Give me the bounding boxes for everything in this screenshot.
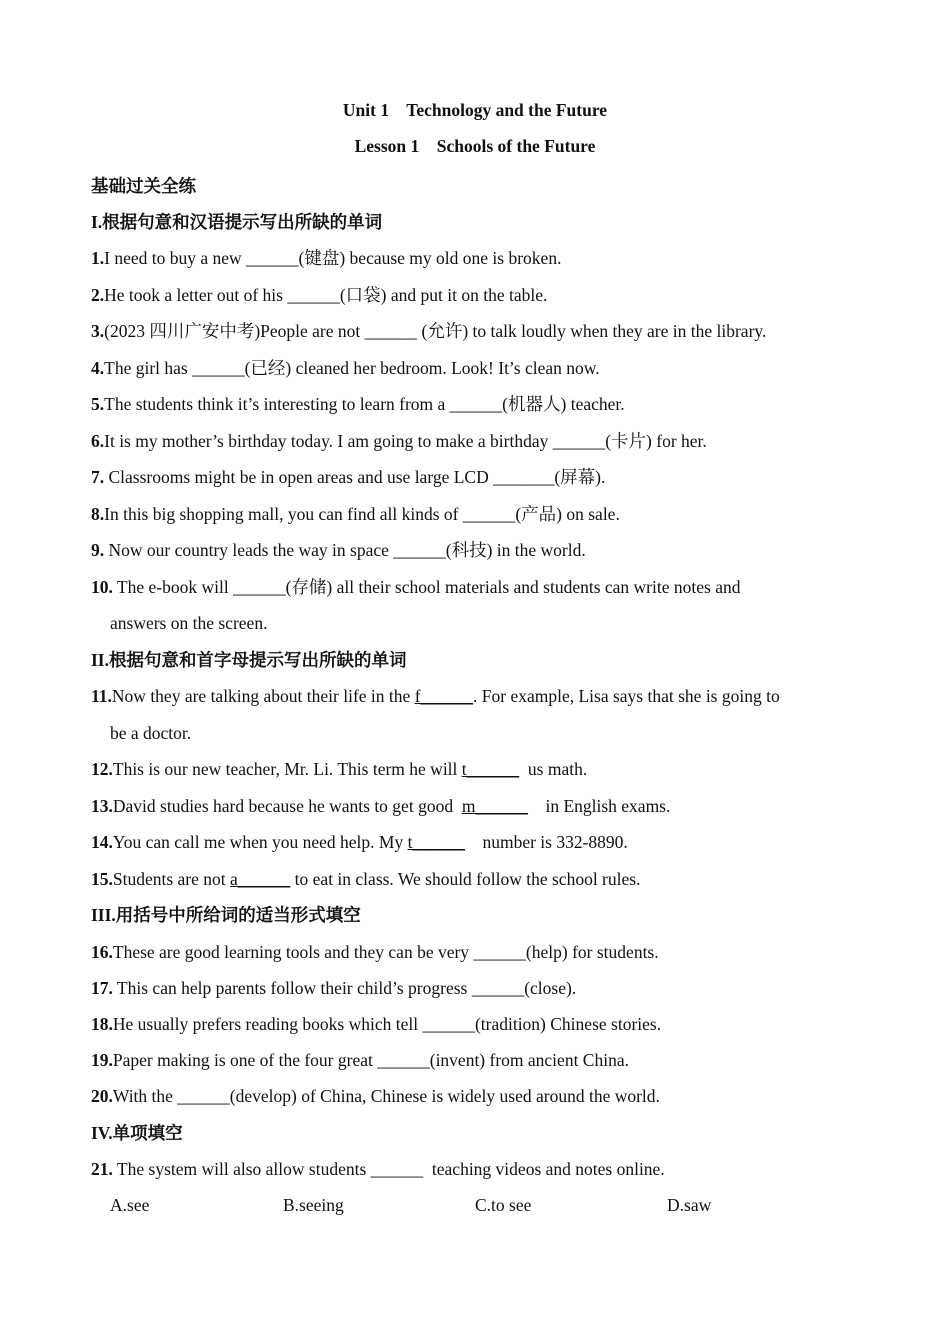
question-11-continuation: be a doctor. <box>110 723 192 743</box>
question-text: The system will also allow students ______ teaching videos and notes online. <box>112 1159 665 1179</box>
question-11 <box>91 684 780 708</box>
question-19 <box>91 1048 629 1072</box>
question-16 <box>91 940 659 964</box>
answer-blank: t______ <box>407 832 465 852</box>
question-6 <box>91 429 707 453</box>
question-text: in English exams. <box>527 796 671 816</box>
option-d: D.saw <box>667 1195 712 1215</box>
question-text: These are good learning tools and they can be very ______(help) for students. <box>112 942 659 962</box>
question-text: This can help parents follow their child’s progress ______(close). <box>112 978 577 998</box>
section-3-heading: III.用括号中所给词的适当形式填空 <box>91 905 361 925</box>
question-text: With the ______(develop) of China, Chinese is widely used around the world. <box>112 1086 660 1106</box>
lesson-title: Lesson 1 Schools of the Future <box>354 136 596 156</box>
question-5 <box>91 392 625 416</box>
question-17 <box>91 976 576 1000</box>
answer-blank: a______ <box>230 869 291 889</box>
question-7 <box>91 465 605 489</box>
question-text: He usually prefers reading books which tell ______(tradition) Chinese stories. <box>112 1014 662 1034</box>
question-number: 5. <box>91 394 105 414</box>
question-text: The girl has ______(已经) cleaned her bedroom. Look! It’s clean now. <box>104 358 600 378</box>
question-number: 17. <box>91 978 113 998</box>
question-8 <box>91 502 620 526</box>
question-9 <box>91 538 586 562</box>
question-10-continuation: answers on the screen. <box>110 613 268 633</box>
unit-title: Unit 1 Technology and the Future <box>342 100 608 120</box>
question-text: In this big shopping mall, you can find all kinds of ______(产品) on sale. <box>104 504 620 524</box>
question-number: 9. <box>91 540 105 560</box>
question-number: 7. <box>91 467 105 487</box>
question-number: 6. <box>91 431 105 451</box>
question-number: 21. <box>91 1159 113 1179</box>
question-number: 14. <box>91 832 113 852</box>
section-1-heading: I.根据句意和汉语提示写出所缺的单词 <box>91 212 383 232</box>
question-text: David studies hard because he wants to get good <box>112 796 462 816</box>
question-text: I need to buy a new ______(键盘) because my old one is broken. <box>104 248 562 268</box>
question-number: 1. <box>91 248 105 268</box>
question-13 <box>91 794 670 818</box>
question-number: 12. <box>91 759 113 779</box>
question-number: 2. <box>91 285 105 305</box>
question-2 <box>91 283 547 307</box>
section-2-heading: II.根据句意和首字母提示写出所缺的单词 <box>91 650 407 670</box>
question-text: He took a letter out of his ______(口袋) and put it on the table. <box>104 285 548 305</box>
answer-blank: f______ <box>414 686 474 706</box>
question-number: 19. <box>91 1050 113 1070</box>
question-text: The e-book will ______(存储) all their school materials and students can write notes and <box>112 577 741 597</box>
question-21 <box>91 1157 665 1181</box>
question-10 <box>91 575 740 599</box>
question-12 <box>91 757 587 781</box>
question-number: 16. <box>91 942 113 962</box>
question-number: 20. <box>91 1086 113 1106</box>
question-text: . For example, Lisa says that she is going to <box>473 686 780 706</box>
option-c: C.to see <box>475 1195 532 1215</box>
question-text: This is our new teacher, Mr. Li. This term he will <box>112 759 462 779</box>
question-text: Now they are talking about their life in the <box>111 686 415 706</box>
question-text: to eat in class. We should follow the school rules. <box>290 869 641 889</box>
question-4 <box>91 356 600 380</box>
question-number: 8. <box>91 504 105 524</box>
question-number: 15. <box>91 869 113 889</box>
question-3 <box>91 319 766 343</box>
question-number: 3. <box>91 321 105 341</box>
question-number: 18. <box>91 1014 113 1034</box>
practice-heading: 基础过关全练 <box>91 176 196 196</box>
option-a: A.see <box>110 1195 150 1215</box>
answer-blank: t______ <box>461 759 520 779</box>
question-number: 10. <box>91 577 113 597</box>
question-14 <box>91 830 628 854</box>
question-text: The students think it’s interesting to learn from a ______(机器人) teacher. <box>104 394 625 414</box>
question-text: Paper making is one of the four great ______(invent) from ancient China. <box>112 1050 629 1070</box>
question-text: You can call me when you need help. My <box>112 832 408 852</box>
question-text: Students are not <box>112 869 231 889</box>
question-text: Now our country leads the way in space ______(科技) in the world. <box>104 540 586 560</box>
question-15 <box>91 867 640 891</box>
question-text: us math. <box>519 759 588 779</box>
section-4-heading: IV.单项填空 <box>91 1123 183 1143</box>
question-text: Classrooms might be in open areas and use large LCD _______(屏幕). <box>104 467 606 487</box>
question-number: 11. <box>91 686 112 706</box>
option-b: B.seeing <box>283 1195 344 1215</box>
question-1 <box>91 246 561 270</box>
question-text: (2023 四川广安中考)People are not ______ (允许) to talk loudly when they are in the library. <box>104 321 767 341</box>
question-18 <box>91 1012 661 1036</box>
question-20 <box>91 1084 660 1108</box>
question-number: 13. <box>91 796 113 816</box>
question-text: It is my mother’s birthday today. I am going to make a birthday ______(卡片) for her. <box>104 431 707 451</box>
question-number: 4. <box>91 358 105 378</box>
answer-blank: m______ <box>461 796 528 816</box>
question-text: number is 332-8890. <box>464 832 628 852</box>
